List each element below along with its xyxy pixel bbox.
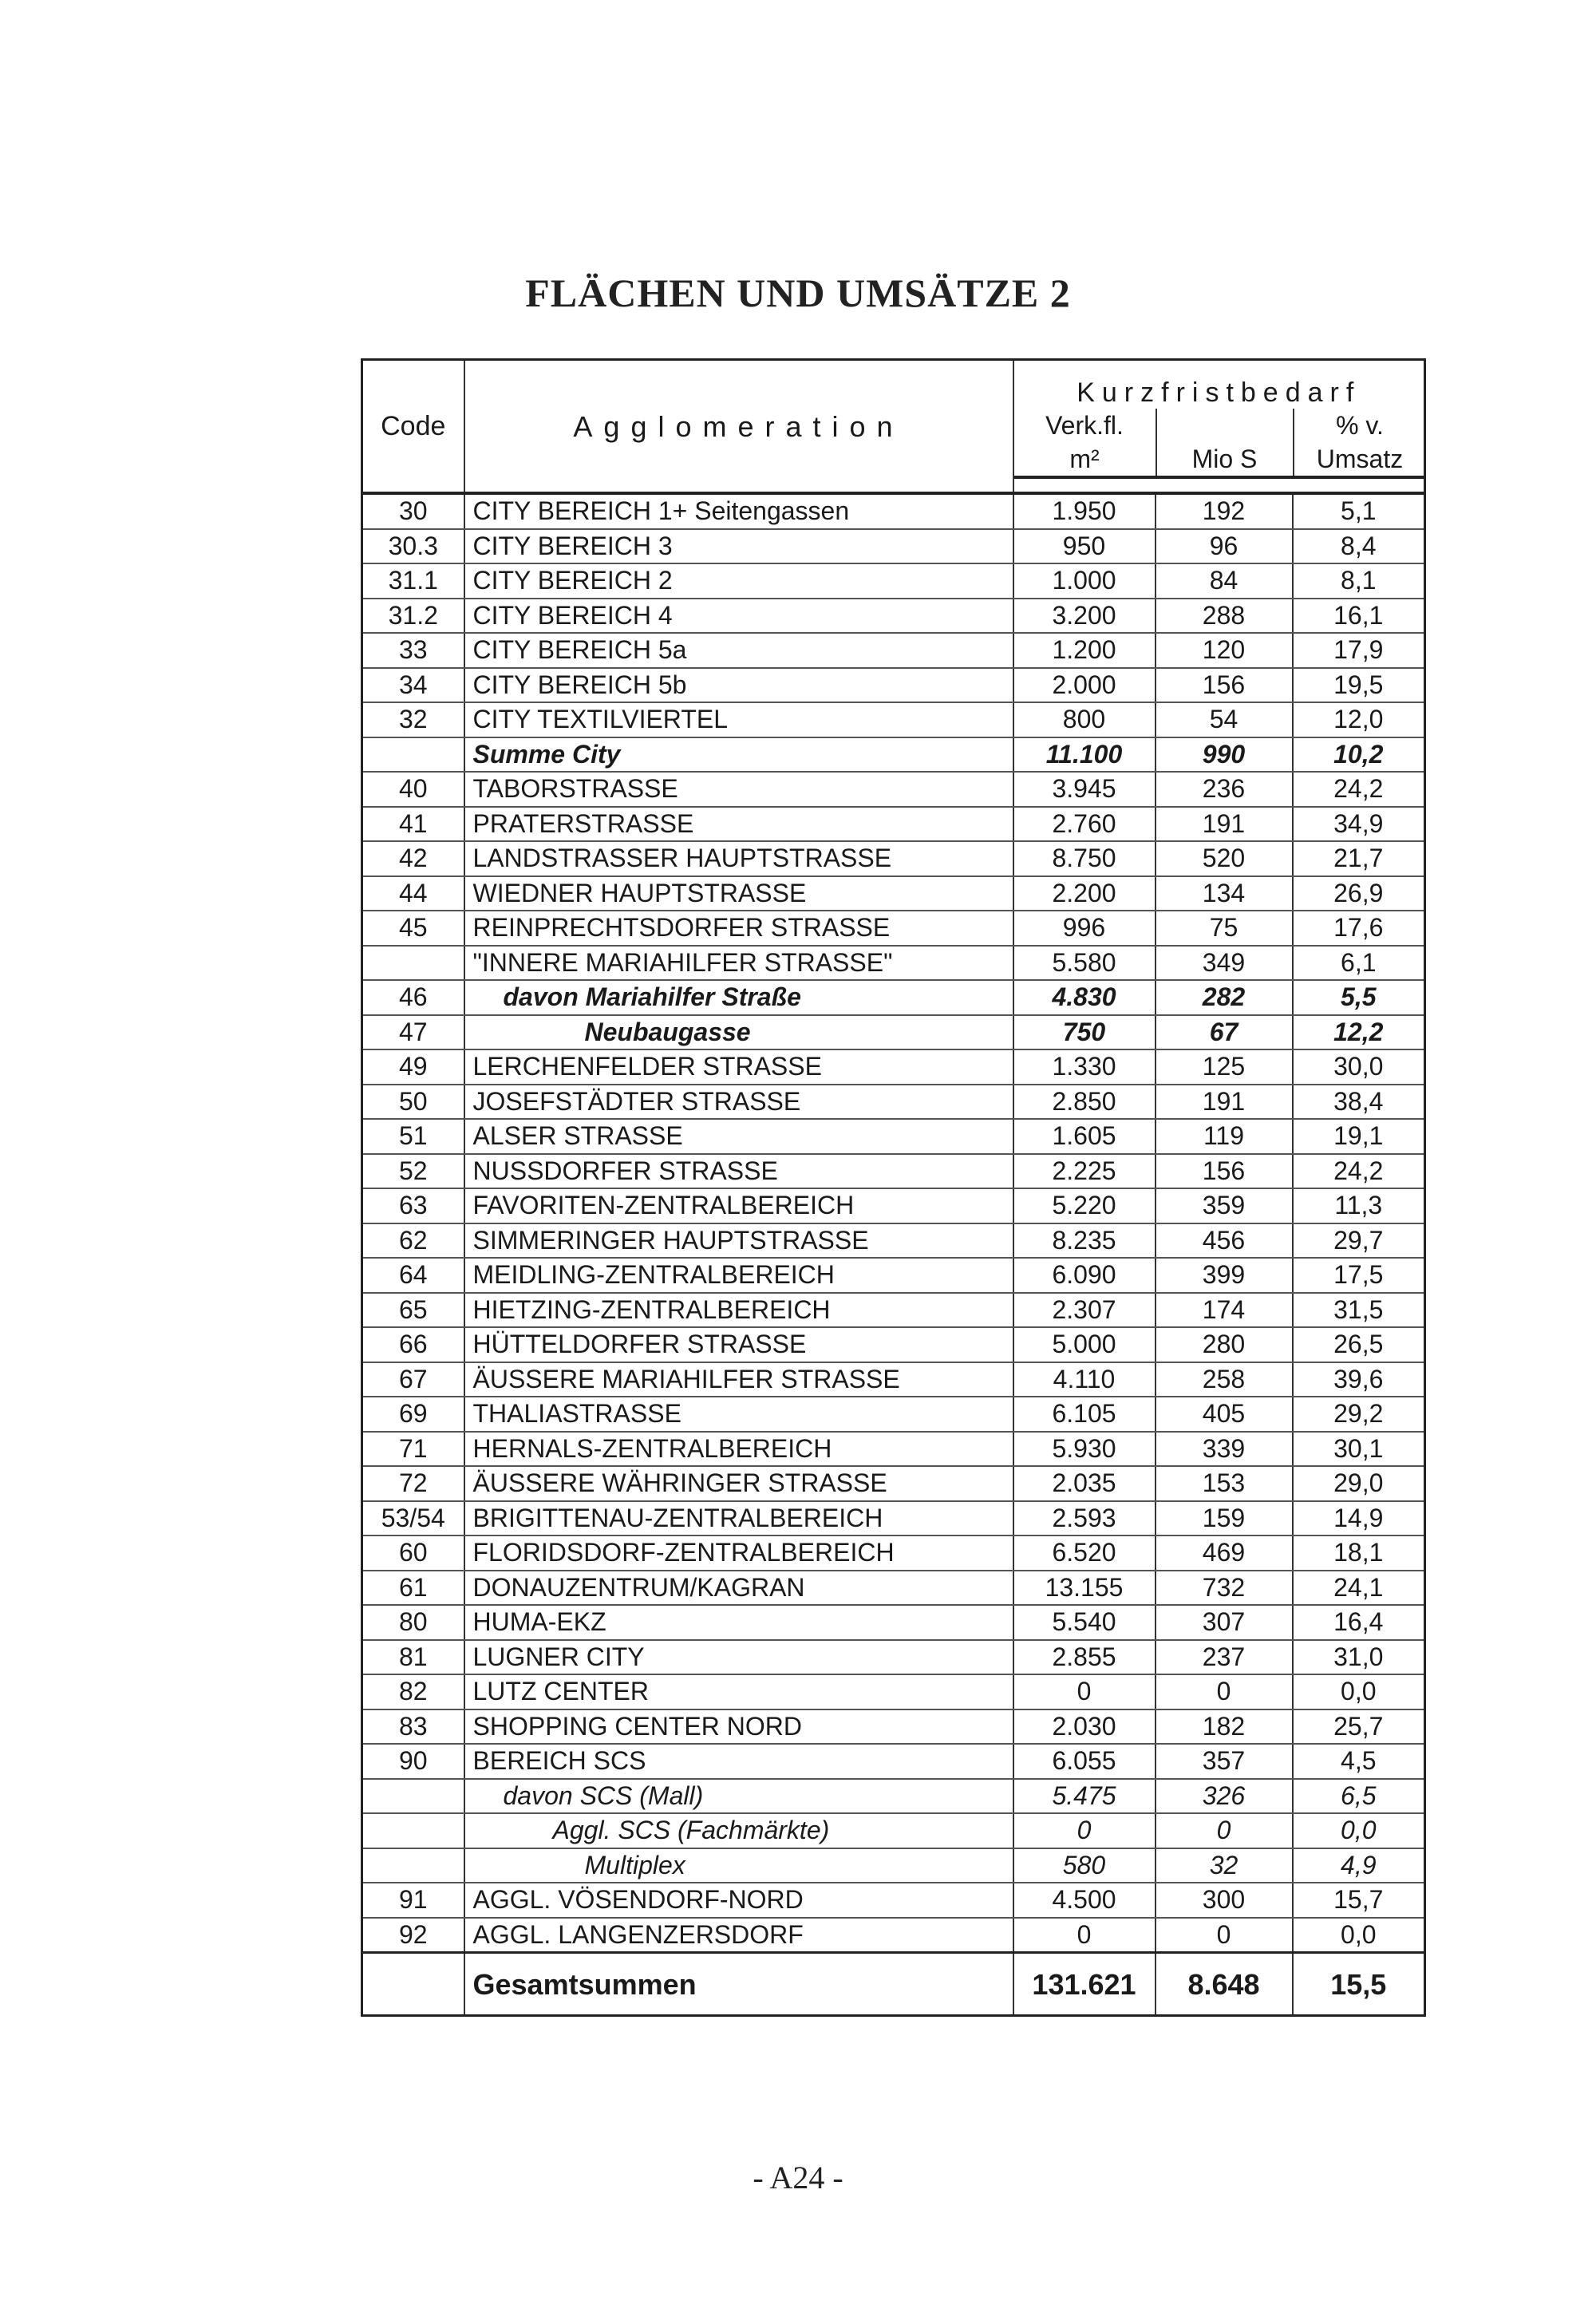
row-mio-s: 32 xyxy=(1156,1848,1293,1883)
row-pct-umsatz: 5,5 xyxy=(1293,980,1425,1015)
row-pct-umsatz: 31,5 xyxy=(1293,1293,1425,1328)
row-name: CITY BEREICH 1+ Seitengassen xyxy=(464,493,1013,529)
total-pct-umsatz: 15,5 xyxy=(1293,1953,1425,2016)
row-mio-s: 0 xyxy=(1156,1674,1293,1709)
row-verkaufsflaeche: 1.605 xyxy=(1013,1119,1156,1154)
row-code: 44 xyxy=(362,876,464,911)
row-code: 52 xyxy=(362,1154,464,1189)
row-name: CITY TEXTILVIERTEL xyxy=(464,702,1013,737)
row-code: 72 xyxy=(362,1466,464,1501)
row-mio-s: 67 xyxy=(1156,1015,1293,1050)
row-name: WIEDNER HAUPTSTRASSE xyxy=(464,876,1013,911)
row-mio-s: 357 xyxy=(1156,1744,1293,1779)
header-verk-label: Verk.fl. xyxy=(1045,411,1124,440)
table-row xyxy=(362,563,1425,599)
row-verkaufsflaeche: 5.220 xyxy=(1013,1188,1156,1223)
row-verkaufsflaeche: 2.030 xyxy=(1013,1709,1156,1745)
table-row xyxy=(362,1327,1425,1362)
row-verkaufsflaeche: 1.200 xyxy=(1013,633,1156,668)
row-pct-umsatz: 4,5 xyxy=(1293,1744,1425,1779)
row-code: 71 xyxy=(362,1432,464,1467)
row-pct-umsatz: 6,5 xyxy=(1293,1779,1425,1814)
row-verkaufsflaeche: 3.945 xyxy=(1013,772,1156,807)
table-row xyxy=(362,1536,1425,1571)
row-mio-s: 191 xyxy=(1156,1085,1293,1120)
row-name: NUSSDORFER STRASSE xyxy=(464,1154,1013,1189)
row-pct-umsatz: 30,0 xyxy=(1293,1049,1425,1085)
row-name: SHOPPING CENTER NORD xyxy=(464,1709,1013,1745)
row-name: HUMA-EKZ xyxy=(464,1605,1013,1640)
row-pct-umsatz: 16,1 xyxy=(1293,599,1425,634)
header-verk xyxy=(1014,409,1156,477)
row-verkaufsflaeche: 0 xyxy=(1013,1674,1156,1709)
header-code: Code xyxy=(362,360,464,494)
row-pct-umsatz: 15,7 xyxy=(1293,1883,1425,1918)
row-name: CITY BEREICH 2 xyxy=(464,563,1013,599)
row-mio-s: 399 xyxy=(1156,1258,1293,1293)
row-name: FLORIDSDORF-ZENTRALBEREICH xyxy=(464,1536,1013,1571)
row-name: "INNERE MARIAHILFER STRASSE" xyxy=(464,946,1013,981)
row-mio-s: 339 xyxy=(1156,1432,1293,1467)
row-verkaufsflaeche: 2.850 xyxy=(1013,1085,1156,1120)
row-mio-s: 282 xyxy=(1156,980,1293,1015)
row-name: HERNALS-ZENTRALBEREICH xyxy=(464,1432,1013,1467)
row-verkaufsflaeche: 1.330 xyxy=(1013,1049,1156,1085)
row-name: DONAUZENTRUM/KAGRAN xyxy=(464,1571,1013,1606)
row-name: JOSEFSTÄDTER STRASSE xyxy=(464,1085,1013,1120)
row-name: BRIGITTENAU-ZENTRALBEREICH xyxy=(464,1501,1013,1536)
row-name: Aggl. SCS (Fachmärkte) xyxy=(464,1813,1013,1848)
row-pct-umsatz: 8,1 xyxy=(1293,563,1425,599)
row-verkaufsflaeche: 8.235 xyxy=(1013,1223,1156,1259)
row-pct-umsatz: 0,0 xyxy=(1293,1918,1425,1953)
table-row xyxy=(362,841,1425,876)
row-verkaufsflaeche: 5.000 xyxy=(1013,1327,1156,1362)
table-row xyxy=(362,1049,1425,1085)
table-header-row xyxy=(362,360,1425,494)
row-code: 66 xyxy=(362,1327,464,1362)
row-pct-umsatz: 17,5 xyxy=(1293,1258,1425,1293)
total-mio-s: 8.648 xyxy=(1156,1953,1293,2016)
table-row xyxy=(362,1188,1425,1223)
row-mio-s: 732 xyxy=(1156,1571,1293,1606)
row-pct-umsatz: 16,4 xyxy=(1293,1605,1425,1640)
row-mio-s: 0 xyxy=(1156,1918,1293,1953)
row-mio-s: 153 xyxy=(1156,1466,1293,1501)
row-mio-s: 159 xyxy=(1156,1501,1293,1536)
row-name: TABORSTRASSE xyxy=(464,772,1013,807)
row-verkaufsflaeche: 950 xyxy=(1013,529,1156,564)
row-mio-s: 134 xyxy=(1156,876,1293,911)
row-code: 51 xyxy=(362,1119,464,1154)
total-label: Gesamtsummen xyxy=(464,1953,1013,2016)
table-row xyxy=(362,1154,1425,1189)
row-code: 40 xyxy=(362,772,464,807)
row-code: 42 xyxy=(362,841,464,876)
row-name: REINPRECHTSDORFER STRASSE xyxy=(464,911,1013,946)
row-code: 90 xyxy=(362,1744,464,1779)
row-pct-umsatz: 26,5 xyxy=(1293,1327,1425,1362)
page-number: - A24 - xyxy=(753,2160,843,2196)
row-verkaufsflaeche: 750 xyxy=(1013,1015,1156,1050)
row-code: 50 xyxy=(362,1085,464,1120)
row-mio-s: 349 xyxy=(1156,946,1293,981)
row-mio-s: 520 xyxy=(1156,841,1293,876)
total-code-cell xyxy=(362,1953,464,2016)
row-mio-s: 84 xyxy=(1156,563,1293,599)
row-name: LUTZ CENTER xyxy=(464,1674,1013,1709)
row-pct-umsatz: 5,1 xyxy=(1293,493,1425,529)
table-row xyxy=(362,980,1425,1015)
row-name: BEREICH SCS xyxy=(464,1744,1013,1779)
row-verkaufsflaeche: 6.520 xyxy=(1013,1536,1156,1571)
table-row xyxy=(362,1883,1425,1918)
row-pct-umsatz: 4,9 xyxy=(1293,1848,1425,1883)
row-code: 47 xyxy=(362,1015,464,1050)
row-mio-s: 280 xyxy=(1156,1327,1293,1362)
row-code: 91 xyxy=(362,1883,464,1918)
row-pct-umsatz: 24,1 xyxy=(1293,1571,1425,1606)
row-verkaufsflaeche: 6.090 xyxy=(1013,1258,1156,1293)
row-code: 80 xyxy=(362,1605,464,1640)
row-verkaufsflaeche: 6.105 xyxy=(1013,1397,1156,1432)
row-pct-umsatz: 26,9 xyxy=(1293,876,1425,911)
row-pct-umsatz: 24,2 xyxy=(1293,1154,1425,1189)
row-pct-umsatz: 18,1 xyxy=(1293,1536,1425,1571)
row-code: 30 xyxy=(362,493,464,529)
table-row xyxy=(362,1640,1425,1675)
header-kurzfristbedarf xyxy=(1013,360,1425,494)
table-row xyxy=(362,1223,1425,1259)
row-code xyxy=(362,1813,464,1848)
row-verkaufsflaeche: 1.950 xyxy=(1013,493,1156,529)
row-verkaufsflaeche: 13.155 xyxy=(1013,1571,1156,1606)
row-verkaufsflaeche: 2.200 xyxy=(1013,876,1156,911)
row-code: 63 xyxy=(362,1188,464,1223)
row-code: 30.3 xyxy=(362,529,464,564)
row-pct-umsatz: 19,1 xyxy=(1293,1119,1425,1154)
row-verkaufsflaeche: 6.055 xyxy=(1013,1744,1156,1779)
row-verkaufsflaeche: 2.035 xyxy=(1013,1466,1156,1501)
row-name: CITY BEREICH 5a xyxy=(464,633,1013,668)
row-verkaufsflaeche: 2.307 xyxy=(1013,1293,1156,1328)
row-code: 61 xyxy=(362,1571,464,1606)
row-mio-s: 75 xyxy=(1156,911,1293,946)
row-code: 53/54 xyxy=(362,1501,464,1536)
header-subtable xyxy=(1014,409,1425,479)
row-name: HIETZING-ZENTRALBEREICH xyxy=(464,1293,1013,1328)
table-row xyxy=(362,876,1425,911)
table-row xyxy=(362,633,1425,668)
table-row xyxy=(362,1119,1425,1154)
row-pct-umsatz: 34,9 xyxy=(1293,807,1425,842)
page-title: FLÄCHEN UND UMSÄTZE 2 xyxy=(525,271,1071,315)
row-code: 32 xyxy=(362,702,464,737)
table-row xyxy=(362,1674,1425,1709)
total-verkaufsflaeche: 131.621 xyxy=(1013,1953,1156,2016)
row-name: CITY BEREICH 5b xyxy=(464,668,1013,703)
row-code: 81 xyxy=(362,1640,464,1675)
row-mio-s: 174 xyxy=(1156,1293,1293,1328)
table-row xyxy=(362,1293,1425,1328)
row-pct-umsatz: 29,2 xyxy=(1293,1397,1425,1432)
row-pct-umsatz: 6,1 xyxy=(1293,946,1425,981)
table-row xyxy=(362,1397,1425,1432)
row-code: 34 xyxy=(362,668,464,703)
row-code: 46 xyxy=(362,980,464,1015)
row-mio-s: 237 xyxy=(1156,1640,1293,1675)
row-code: 64 xyxy=(362,1258,464,1293)
row-pct-umsatz: 24,2 xyxy=(1293,772,1425,807)
row-code xyxy=(362,1848,464,1883)
row-verkaufsflaeche: 1.000 xyxy=(1013,563,1156,599)
row-name: HÜTTELDORFER STRASSE xyxy=(464,1327,1013,1362)
row-name: Multiplex xyxy=(464,1848,1013,1883)
row-pct-umsatz: 38,4 xyxy=(1293,1085,1425,1120)
table-row xyxy=(362,529,1425,564)
row-name: MEIDLING-ZENTRALBEREICH xyxy=(464,1258,1013,1293)
row-mio-s: 125 xyxy=(1156,1049,1293,1085)
row-verkaufsflaeche: 0 xyxy=(1013,1813,1156,1848)
row-pct-umsatz: 29,7 xyxy=(1293,1223,1425,1259)
row-code: 41 xyxy=(362,807,464,842)
row-mio-s: 300 xyxy=(1156,1883,1293,1918)
table-row xyxy=(362,1813,1425,1848)
table-row xyxy=(362,1605,1425,1640)
row-mio-s: 156 xyxy=(1156,668,1293,703)
data-table xyxy=(361,358,1426,2017)
row-code: 62 xyxy=(362,1223,464,1259)
row-verkaufsflaeche: 4.110 xyxy=(1013,1362,1156,1397)
row-name: AGGL. VÖSENDORF-NORD xyxy=(464,1883,1013,1918)
row-mio-s: 54 xyxy=(1156,702,1293,737)
row-verkaufsflaeche: 0 xyxy=(1013,1918,1156,1953)
table-row xyxy=(362,702,1425,737)
header-mio-label: Mio S xyxy=(1191,445,1258,473)
row-name: CITY BEREICH 3 xyxy=(464,529,1013,564)
row-pct-umsatz: 0,0 xyxy=(1293,1813,1425,1848)
row-name: CITY BEREICH 4 xyxy=(464,599,1013,634)
row-verkaufsflaeche: 2.760 xyxy=(1013,807,1156,842)
row-pct-umsatz: 21,7 xyxy=(1293,841,1425,876)
table-row xyxy=(362,668,1425,703)
row-pct-umsatz: 0,0 xyxy=(1293,1674,1425,1709)
row-verkaufsflaeche: 996 xyxy=(1013,911,1156,946)
row-code: 65 xyxy=(362,1293,464,1328)
row-code: 31.1 xyxy=(362,563,464,599)
table-row xyxy=(362,1432,1425,1467)
row-mio-s: 119 xyxy=(1156,1119,1293,1154)
row-mio-s: 405 xyxy=(1156,1397,1293,1432)
header-mio xyxy=(1156,409,1294,477)
row-pct-umsatz: 30,1 xyxy=(1293,1432,1425,1467)
row-verkaufsflaeche: 3.200 xyxy=(1013,599,1156,634)
row-pct-umsatz: 17,9 xyxy=(1293,633,1425,668)
row-verkaufsflaeche: 4.500 xyxy=(1013,1883,1156,1918)
row-code: 60 xyxy=(362,1536,464,1571)
row-verkaufsflaeche: 2.855 xyxy=(1013,1640,1156,1675)
row-name: Neubaugasse xyxy=(464,1015,1013,1050)
row-mio-s: 456 xyxy=(1156,1223,1293,1259)
row-name: davon SCS (Mall) xyxy=(464,1779,1013,1814)
total-row xyxy=(362,1953,1425,2016)
row-name: LUGNER CITY xyxy=(464,1640,1013,1675)
table-row xyxy=(362,911,1425,946)
row-pct-umsatz: 11,3 xyxy=(1293,1188,1425,1223)
table-row xyxy=(362,1709,1425,1745)
table-row xyxy=(362,1848,1425,1883)
row-code xyxy=(362,737,464,773)
row-name: THALIASTRASSE xyxy=(464,1397,1013,1432)
row-pct-umsatz: 29,0 xyxy=(1293,1466,1425,1501)
row-mio-s: 182 xyxy=(1156,1709,1293,1745)
header-unit-label: m² xyxy=(1069,445,1100,473)
table-row xyxy=(362,1362,1425,1397)
table-row xyxy=(362,1571,1425,1606)
table-row xyxy=(362,807,1425,842)
row-verkaufsflaeche: 2.225 xyxy=(1013,1154,1156,1189)
table-row xyxy=(362,493,1425,529)
row-pct-umsatz: 39,6 xyxy=(1293,1362,1425,1397)
row-name: LERCHENFELDER STRASSE xyxy=(464,1049,1013,1085)
row-name: ALSER STRASSE xyxy=(464,1119,1013,1154)
header-agglomeration: Agglomeration xyxy=(464,360,1013,494)
row-name: AGGL. LANGENZERSDORF xyxy=(464,1918,1013,1953)
header-umsatz-label: Umsatz xyxy=(1316,445,1404,473)
row-pct-umsatz: 8,4 xyxy=(1293,529,1425,564)
header-pct-label: % v. xyxy=(1336,411,1384,440)
table-row xyxy=(362,946,1425,981)
row-code: 82 xyxy=(362,1674,464,1709)
row-code: 33 xyxy=(362,633,464,668)
row-pct-umsatz: 25,7 xyxy=(1293,1709,1425,1745)
row-mio-s: 307 xyxy=(1156,1605,1293,1640)
header-group-label: Kurzfristbedarf xyxy=(1077,377,1361,408)
row-mio-s: 96 xyxy=(1156,529,1293,564)
row-verkaufsflaeche: 8.750 xyxy=(1013,841,1156,876)
row-name: ÄUSSERE MARIAHILFER STRASSE xyxy=(464,1362,1013,1397)
table-row xyxy=(362,772,1425,807)
row-name: SIMMERINGER HAUPTSTRASSE xyxy=(464,1223,1013,1259)
row-code: 92 xyxy=(362,1918,464,1953)
row-mio-s: 288 xyxy=(1156,599,1293,634)
row-verkaufsflaeche: 800 xyxy=(1013,702,1156,737)
row-code: 83 xyxy=(362,1709,464,1745)
row-code: 69 xyxy=(362,1397,464,1432)
row-mio-s: 192 xyxy=(1156,493,1293,529)
row-verkaufsflaeche: 580 xyxy=(1013,1848,1156,1883)
row-pct-umsatz: 12,0 xyxy=(1293,702,1425,737)
row-pct-umsatz: 17,6 xyxy=(1293,911,1425,946)
row-name: PRATERSTRASSE xyxy=(464,807,1013,842)
row-pct-umsatz: 31,0 xyxy=(1293,1640,1425,1675)
row-verkaufsflaeche: 4.830 xyxy=(1013,980,1156,1015)
row-mio-s: 469 xyxy=(1156,1536,1293,1571)
table-row xyxy=(362,1779,1425,1814)
row-verkaufsflaeche: 11.100 xyxy=(1013,737,1156,773)
row-code: 31.2 xyxy=(362,599,464,634)
row-verkaufsflaeche: 2.000 xyxy=(1013,668,1156,703)
row-name: davon Mariahilfer Straße xyxy=(464,980,1013,1015)
row-mio-s: 156 xyxy=(1156,1154,1293,1189)
table-row xyxy=(362,1918,1425,1953)
row-verkaufsflaeche: 5.540 xyxy=(1013,1605,1156,1640)
table-row xyxy=(362,1258,1425,1293)
table-row xyxy=(362,737,1425,773)
row-mio-s: 326 xyxy=(1156,1779,1293,1814)
row-name: LANDSTRASSER HAUPTSTRASSE xyxy=(464,841,1013,876)
row-pct-umsatz: 12,2 xyxy=(1293,1015,1425,1050)
row-mio-s: 359 xyxy=(1156,1188,1293,1223)
row-pct-umsatz: 10,2 xyxy=(1293,737,1425,773)
row-code: 49 xyxy=(362,1049,464,1085)
header-pct xyxy=(1294,409,1425,477)
row-mio-s: 0 xyxy=(1156,1813,1293,1848)
row-mio-s: 258 xyxy=(1156,1362,1293,1397)
row-mio-s: 990 xyxy=(1156,737,1293,773)
row-mio-s: 120 xyxy=(1156,633,1293,668)
row-code xyxy=(362,946,464,981)
row-name: Summe City xyxy=(464,737,1013,773)
row-verkaufsflaeche: 5.930 xyxy=(1013,1432,1156,1467)
row-name: ÄUSSERE WÄHRINGER STRASSE xyxy=(464,1466,1013,1501)
row-code: 67 xyxy=(362,1362,464,1397)
row-pct-umsatz: 19,5 xyxy=(1293,668,1425,703)
table-row xyxy=(362,1466,1425,1501)
table-row xyxy=(362,1085,1425,1120)
row-code xyxy=(362,1779,464,1814)
row-mio-s: 191 xyxy=(1156,807,1293,842)
table-row xyxy=(362,1744,1425,1779)
table-row xyxy=(362,599,1425,634)
row-verkaufsflaeche: 5.580 xyxy=(1013,946,1156,981)
table-row xyxy=(362,1501,1425,1536)
row-name: FAVORITEN-ZENTRALBEREICH xyxy=(464,1188,1013,1223)
row-code: 45 xyxy=(362,911,464,946)
row-mio-s: 236 xyxy=(1156,772,1293,807)
row-pct-umsatz: 14,9 xyxy=(1293,1501,1425,1536)
row-verkaufsflaeche: 2.593 xyxy=(1013,1501,1156,1536)
table-row xyxy=(362,1015,1425,1050)
row-verkaufsflaeche: 5.475 xyxy=(1013,1779,1156,1814)
